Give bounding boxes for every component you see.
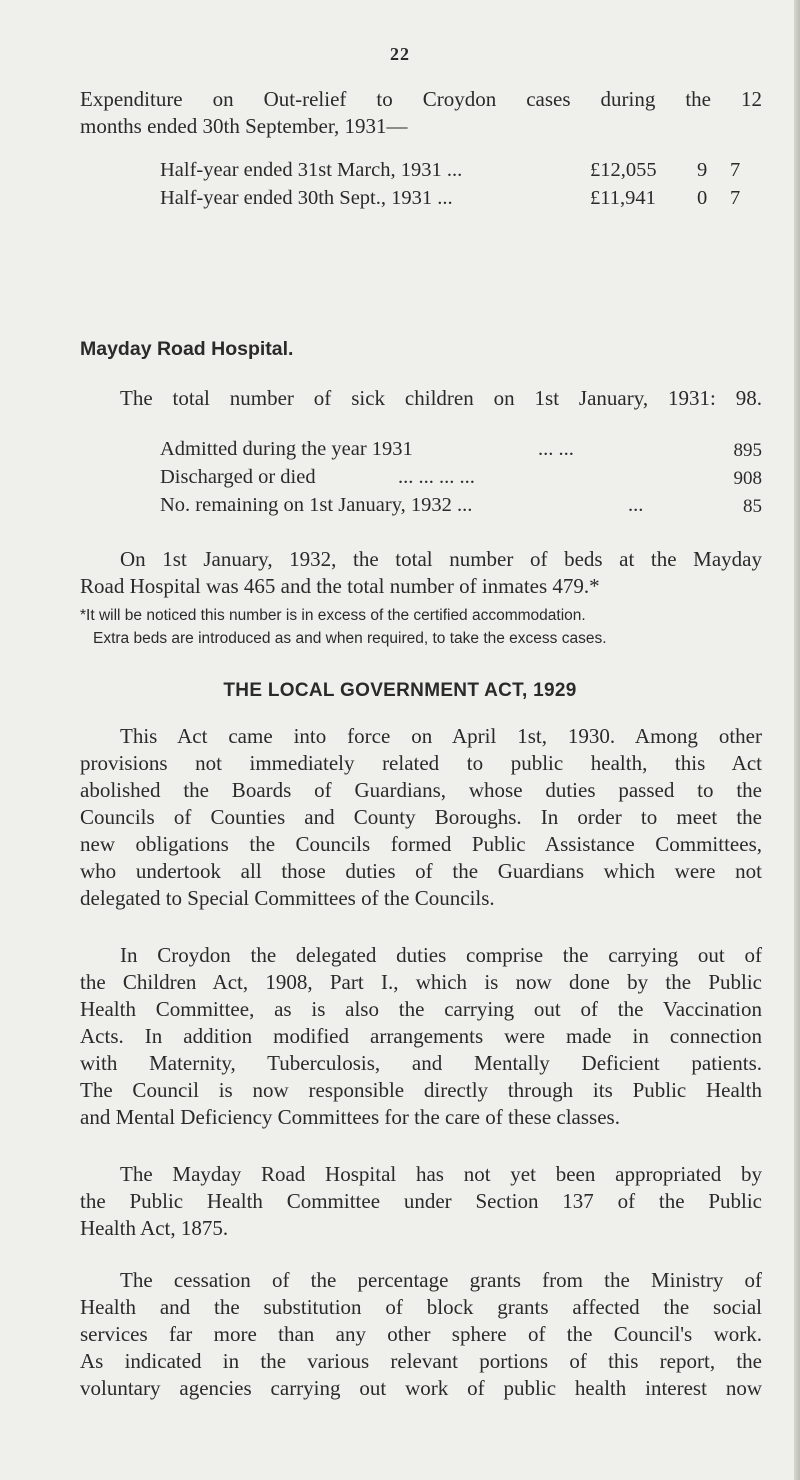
expenditure-shillings: 0 bbox=[697, 187, 708, 209]
act-paragraph-2 bbox=[80, 942, 762, 1131]
text-line: abolished the Boards of Guardians, whose duties passed to the bbox=[80, 778, 762, 802]
text-line: new obligations the Councils formed Public Assistance Committees, bbox=[80, 832, 762, 856]
text-line: Health Act, 1875. bbox=[80, 1216, 229, 1240]
text-line: On 1st January, 1932, the total number of beds at the Mayday bbox=[120, 547, 762, 571]
text-line: *It will be noticed this number is in excess of the certified accommodation. bbox=[80, 607, 586, 624]
page-edge bbox=[794, 0, 800, 1480]
hospital-row-label: Discharged or died bbox=[160, 466, 316, 488]
expenditure-pence: 7 bbox=[730, 159, 741, 181]
text-line: As indicated in the various relevant portions of this report, the bbox=[80, 1349, 762, 1373]
text-line: Extra beds are introduced as and when required, to take the excess cases. bbox=[93, 630, 607, 647]
hospital-row-dots: ... bbox=[628, 494, 644, 516]
expenditure-shillings: 9 bbox=[697, 159, 708, 181]
text-line: The Mayday Road Hospital has not yet been appropriated by bbox=[120, 1162, 762, 1186]
text-line: provisions not immediately related to public health, this Act bbox=[80, 751, 762, 775]
text-line: the Public Health Committee under Section 137 of the Public bbox=[80, 1189, 762, 1213]
text-line: This Act came into force on April 1st, 1930. Among other bbox=[120, 724, 762, 748]
text-line: the Children Act, 1908, Part I., which is now done by the Public bbox=[80, 970, 762, 994]
text-line: Councils of Counties and County Boroughs. In order to meet the bbox=[80, 805, 762, 829]
section-heading: Mayday Road Hospital. bbox=[80, 338, 294, 360]
hospital-row-dots: ... ... ... ... bbox=[398, 466, 475, 488]
hospital-row-value: 895 bbox=[733, 440, 762, 461]
hospital-row-value: 908 bbox=[733, 468, 762, 489]
text-line: Road Hospital was 465 and the total number of inmates 479.* bbox=[80, 574, 600, 598]
text-line: In Croydon the delegated duties comprise the carrying out of bbox=[120, 943, 762, 967]
text-line: voluntary agencies carrying out work of public health interest now bbox=[80, 1376, 762, 1400]
text-line: and Mental Deficiency Committees for the care of these classes. bbox=[80, 1105, 620, 1129]
text-line: The Council is now responsible directly through its Public Health bbox=[80, 1078, 762, 1102]
hospital-row-value: 85 bbox=[743, 496, 762, 517]
footnote bbox=[80, 604, 765, 650]
expenditure-pounds: £11,941 bbox=[590, 187, 656, 209]
hospital-row-label: Admitted during the year 1931 bbox=[160, 438, 413, 460]
text-line: Health and the substitution of block grants affected the social bbox=[80, 1295, 762, 1319]
act-paragraph-1 bbox=[80, 723, 762, 912]
text-line: The total number of sick children on 1st January, 1931: 98. bbox=[120, 386, 762, 410]
text-line: who undertook all those duties of the Guardians which were not bbox=[80, 859, 762, 883]
hospital-row-label: No. remaining on 1st January, 1932 ... bbox=[160, 494, 473, 516]
act-paragraph-4 bbox=[80, 1267, 762, 1402]
expenditure-row-label: Half-year ended 31st March, 1931 ... bbox=[160, 159, 463, 181]
expenditure-row-label: Half-year ended 30th Sept., 1931 ... bbox=[160, 187, 453, 209]
section-title: THE LOCAL GOVERNMENT ACT, 1929 bbox=[223, 680, 577, 701]
text-line: Acts. In addition modified arrangements were made in connection bbox=[80, 1024, 762, 1048]
hospital-total bbox=[120, 385, 762, 412]
act-paragraph-3 bbox=[80, 1161, 762, 1242]
text-line: with Maternity, Tuberculosis, and Mentally Deficient patients. bbox=[80, 1051, 762, 1075]
expenditure-pounds: £12,055 bbox=[590, 159, 657, 181]
hospital-beds bbox=[80, 546, 762, 600]
hospital-row-dots: ... ... bbox=[538, 438, 574, 460]
text-line: Health Committee, as is also the carrying out of the Vaccination bbox=[80, 997, 762, 1021]
text-line: delegated to Special Committees of the Councils. bbox=[80, 886, 495, 910]
expenditure-pence: 7 bbox=[730, 187, 741, 209]
text-line: The cessation of the percentage grants from the Ministry of bbox=[120, 1268, 762, 1292]
expenditure-intro bbox=[80, 86, 762, 140]
text-line: services far more than any other sphere of the Council's work. bbox=[80, 1322, 762, 1346]
text-line: Expenditure on Out-relief to Croydon cases during the 12 bbox=[80, 87, 762, 111]
text-line: months ended 30th September, 1931— bbox=[80, 114, 408, 138]
page-number: 22 bbox=[390, 44, 410, 64]
